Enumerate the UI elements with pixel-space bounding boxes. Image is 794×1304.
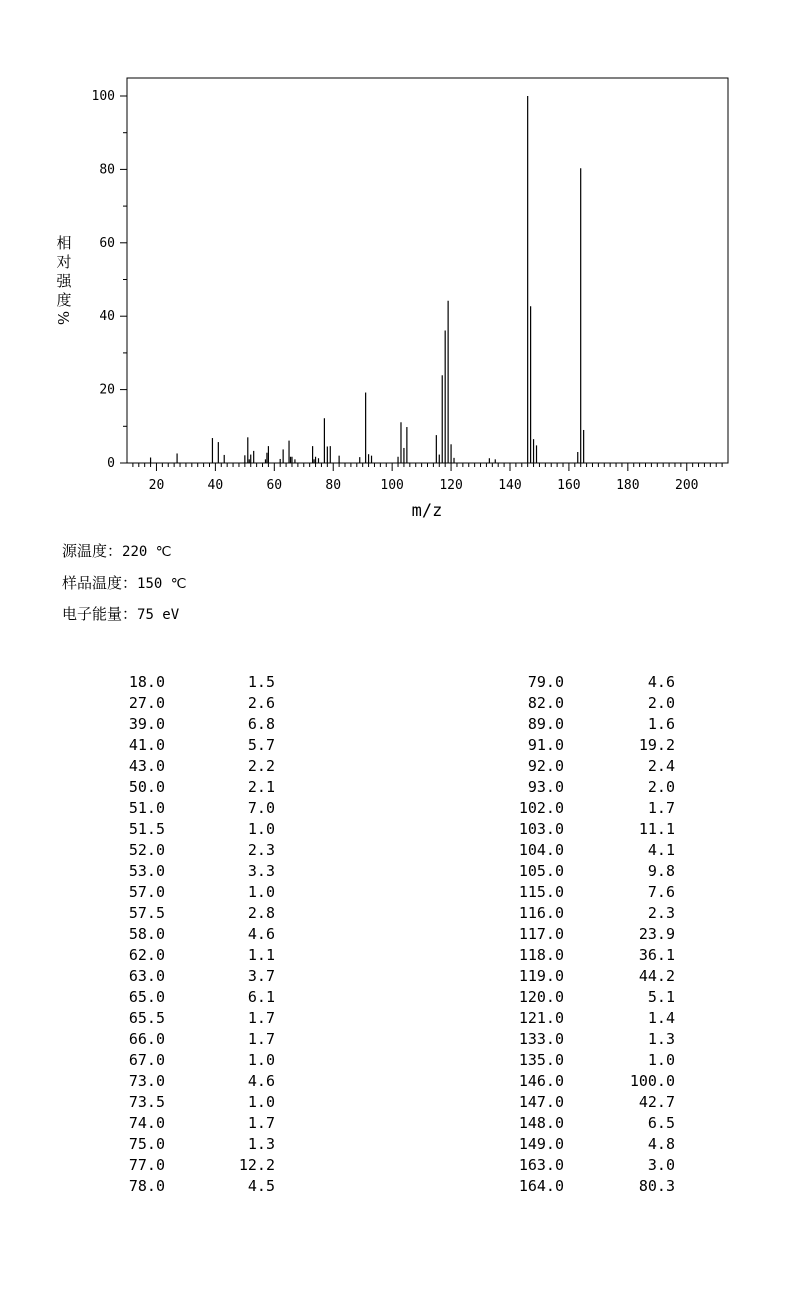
table-row: [0, 714, 794, 735]
mz-value: 149.0: [518, 1135, 564, 1153]
intensity-value: 23.9: [638, 925, 675, 943]
intensity-value: 6.8: [247, 715, 275, 733]
intensity-value: 5.7: [247, 736, 275, 754]
table-row: [0, 945, 794, 966]
intensity-value: 4.5: [247, 1177, 275, 1195]
condition-value: 75 eV: [137, 607, 180, 623]
intensity-value: 1.0: [247, 820, 275, 838]
intensity-value: 2.3: [647, 904, 675, 922]
intensity-value: 2.4: [647, 757, 675, 775]
table-row: [0, 966, 794, 987]
mz-value: 65.0: [128, 988, 165, 1006]
mz-value: 82.0: [527, 694, 564, 712]
mz-value: 163.0: [518, 1156, 564, 1174]
condition-row: [62, 541, 171, 561]
intensity-value: 5.1: [647, 988, 675, 1006]
intensity-value: 1.0: [247, 1093, 275, 1111]
mz-value: 93.0: [527, 778, 564, 796]
condition-row: [62, 573, 186, 593]
intensity-value: 1.6: [647, 715, 675, 733]
y-axis-title-char: %: [54, 310, 72, 326]
table-row: [0, 1092, 794, 1113]
intensity-value: 12.2: [238, 1156, 275, 1174]
mz-value: 115.0: [518, 883, 564, 901]
y-axis-title-char: 度: [56, 291, 72, 309]
mz-value: 63.0: [128, 967, 165, 985]
table-row: [0, 756, 794, 777]
intensity-value: 42.7: [638, 1093, 675, 1111]
table-row: [0, 819, 794, 840]
x-tick-label: 80: [325, 478, 342, 493]
mz-value: 147.0: [518, 1093, 564, 1111]
mz-value: 89.0: [527, 715, 564, 733]
mz-value: 120.0: [518, 988, 564, 1006]
table-row: [0, 861, 794, 882]
x-tick-label: 20: [148, 478, 165, 493]
mz-value: 39.0: [128, 715, 165, 733]
y-axis-title-char: 对: [56, 253, 72, 271]
table-row: [0, 1176, 794, 1197]
intensity-value: 1.0: [647, 1051, 675, 1069]
mz-value: 58.0: [128, 925, 165, 943]
intensity-value: 1.5: [247, 673, 275, 691]
mz-value: 73.5: [128, 1093, 165, 1111]
y-tick-label: 20: [99, 382, 115, 398]
intensity-value: 1.3: [647, 1030, 675, 1048]
condition-value: 220 ℃: [122, 544, 172, 560]
mz-value: 18.0: [128, 673, 165, 691]
intensity-value: 4.1: [647, 841, 675, 859]
intensity-value: 7.0: [247, 799, 275, 817]
mz-value: 74.0: [128, 1114, 165, 1132]
intensity-value: 2.8: [247, 904, 275, 922]
y-axis-title: [54, 234, 72, 325]
intensity-value: 1.7: [647, 799, 675, 817]
intensity-value: 4.6: [647, 673, 675, 691]
x-tick-label: 40: [207, 478, 224, 493]
mz-value: 117.0: [518, 925, 564, 943]
x-tick-label: 100: [380, 478, 404, 493]
mz-value: 50.0: [128, 778, 165, 796]
condition-label: 样品温度：: [62, 574, 138, 592]
mz-value: 91.0: [527, 736, 564, 754]
mz-value: 52.0: [128, 841, 165, 859]
y-tick-label: 40: [99, 309, 115, 325]
intensity-value: 1.7: [247, 1030, 275, 1048]
mz-value: 51.0: [128, 799, 165, 817]
intensity-value: 100.0: [629, 1072, 675, 1090]
table-row: [0, 693, 794, 714]
intensity-value: 1.0: [247, 883, 275, 901]
y-tick-label: 60: [99, 235, 115, 251]
mz-value: 27.0: [128, 694, 165, 712]
mz-value: 41.0: [128, 736, 165, 754]
mz-value: 92.0: [527, 757, 564, 775]
condition-row: [62, 604, 179, 624]
mz-value: 105.0: [518, 862, 564, 880]
mz-value: 119.0: [518, 967, 564, 985]
x-tick-label: 180: [616, 478, 640, 493]
table-row: [0, 924, 794, 945]
intensity-value: 1.3: [247, 1135, 275, 1153]
x-tick-label: 160: [557, 478, 581, 493]
table-row: [0, 1008, 794, 1029]
table-row: [0, 672, 794, 693]
intensity-value: 2.0: [647, 694, 675, 712]
mz-value: 77.0: [128, 1156, 165, 1174]
intensity-value: 9.8: [647, 862, 675, 880]
intensity-value: 1.7: [247, 1114, 275, 1132]
intensity-value: 2.3: [247, 841, 275, 859]
intensity-value: 2.6: [247, 694, 275, 712]
intensity-value: 3.7: [247, 967, 275, 985]
mz-value: 104.0: [518, 841, 564, 859]
intensity-value: 44.2: [638, 967, 675, 985]
mz-value: 148.0: [518, 1114, 564, 1132]
mz-value: 78.0: [128, 1177, 165, 1195]
mz-value: 73.0: [128, 1072, 165, 1090]
intensity-value: 11.1: [638, 820, 675, 838]
x-axis-title: m/z: [411, 501, 443, 521]
table-row: [0, 1134, 794, 1155]
table-row: [0, 798, 794, 819]
mz-value: 67.0: [128, 1051, 165, 1069]
intensity-value: 36.1: [638, 946, 675, 964]
table-row: [0, 1113, 794, 1134]
mz-value: 121.0: [518, 1009, 564, 1027]
mz-value: 57.5: [128, 904, 165, 922]
x-tick-label: 120: [439, 478, 463, 493]
table-row: [0, 777, 794, 798]
intensity-value: 2.0: [647, 778, 675, 796]
intensity-value: 4.6: [247, 925, 275, 943]
x-tick-label: 140: [498, 478, 522, 493]
mz-value: 43.0: [128, 757, 165, 775]
mz-value: 133.0: [518, 1030, 564, 1048]
table-row: [0, 1050, 794, 1071]
mz-value: 53.0: [128, 862, 165, 880]
plot-frame: [127, 78, 728, 463]
mz-value: 146.0: [518, 1072, 564, 1090]
mz-value: 51.5: [128, 820, 165, 838]
intensity-value: 2.2: [247, 757, 275, 775]
intensity-value: 3.3: [247, 862, 275, 880]
condition-label: 电子能量：: [62, 605, 138, 623]
table-row: [0, 987, 794, 1008]
mz-value: 66.0: [128, 1030, 165, 1048]
mass-spectrum-chart: [0, 0, 794, 530]
chart-peaks: [151, 96, 584, 463]
x-tick-label: 60: [266, 478, 283, 493]
mz-value: 62.0: [128, 946, 165, 964]
intensity-value: 2.1: [247, 778, 275, 796]
mz-value: 164.0: [518, 1177, 564, 1195]
intensity-value: 4.6: [247, 1072, 275, 1090]
intensity-value: 7.6: [647, 883, 675, 901]
table-row: [0, 1029, 794, 1050]
mz-value: 102.0: [518, 799, 564, 817]
mz-value: 135.0: [518, 1051, 564, 1069]
chart-axes: [92, 78, 728, 493]
mz-value: 57.0: [128, 883, 165, 901]
intensity-value: 1.0: [247, 1051, 275, 1069]
condition-label: 源温度：: [62, 542, 123, 560]
intensity-value: 19.2: [638, 736, 675, 754]
condition-value: 150 ℃: [137, 576, 187, 592]
intensity-value: 4.8: [647, 1135, 675, 1153]
table-row: [0, 1071, 794, 1092]
mz-value: 75.0: [128, 1135, 165, 1153]
y-axis-title-char: 强: [56, 272, 72, 290]
x-tick-label: 200: [675, 478, 699, 493]
intensity-value: 1.7: [247, 1009, 275, 1027]
intensity-value: 1.1: [247, 946, 275, 964]
y-tick-label: 100: [91, 89, 115, 104]
mz-value: 65.5: [128, 1009, 165, 1027]
table-row: [0, 903, 794, 924]
y-tick-label: 80: [99, 162, 115, 178]
intensity-value: 6.5: [647, 1114, 675, 1132]
intensity-value: 6.1: [247, 988, 275, 1006]
table-row: [0, 735, 794, 756]
mz-value: 79.0: [527, 673, 564, 691]
table-row: [0, 882, 794, 903]
intensity-value: 1.4: [647, 1009, 675, 1027]
mz-value: 116.0: [518, 904, 564, 922]
y-tick-label: 0: [107, 456, 115, 471]
intensity-value: 3.0: [647, 1156, 675, 1174]
mz-value: 103.0: [518, 820, 564, 838]
intensity-value: 80.3: [638, 1177, 675, 1195]
table-row: [0, 1155, 794, 1176]
y-axis-title-char: 相: [56, 234, 72, 252]
table-row: [0, 840, 794, 861]
mz-value: 118.0: [518, 946, 564, 964]
